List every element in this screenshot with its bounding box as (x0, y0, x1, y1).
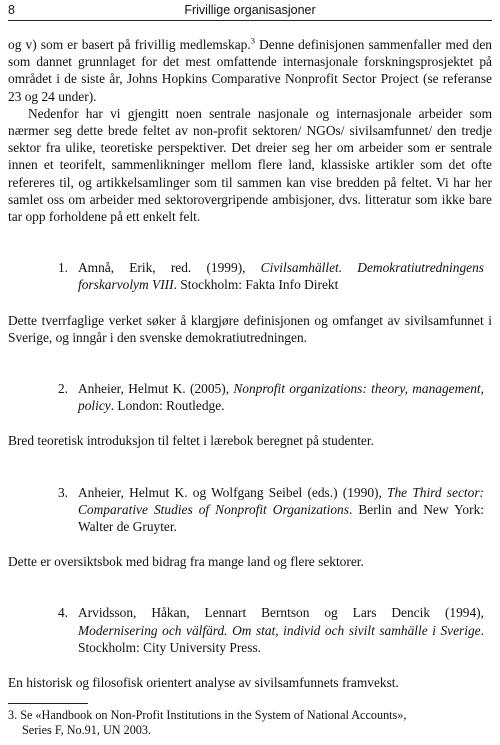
reference-item (8, 604, 492, 656)
reference-publisher: . Berlin and New York: Walter de Gruyter. (78, 501, 484, 535)
reference-item (8, 484, 492, 536)
page-header (8, 2, 492, 21)
running-title: Frivillige organisasjoner (184, 3, 316, 17)
reference-item (8, 259, 492, 293)
reference-authors: Arvidsson, Håkan, Lennart Berntson og Lars Dencik (1994), (78, 605, 484, 621)
footnote-marker[interactable]: 3 (250, 35, 255, 46)
reference-comment: Dette tverrfaglige verket søker å klargjøre definisjonen og omfanget av sivilsamfunnet i Sverige, og inngår i den svenske demokratiutredningen. (8, 312, 492, 345)
reference-comment: Bred teoretisk introduksjon til feltet i lærebok beregnet på studenter. (8, 433, 374, 449)
page-number: 8 (8, 3, 15, 17)
reference-publisher: . Stockholm: Fakta Info Direkt (173, 277, 339, 293)
reference-authors: Anheier, Helmut K. og Wolfgang Seibel (eds.) (1990), (78, 484, 388, 500)
page-body (8, 36, 492, 691)
intro-paragraph-2: Nedenfor har vi gjengitt noen sentrale nasjonale og internasjonale arbeider som nærmer seg dette brede feltet av non-profit sektoren/ NGOs/ sivilsamfunnet/ den tredje sektor fra ulike, teoretiske perspektiver. Det dreier seg her om arbeider som er sentrale innen et teorifelt, sammenlikninger mellom flere land, klassiske artikler som det ofte refereres til, og artikkelsamlinger som til sammen kan vise bredden på feltet. Vi har her samlet oss om arbeider med sektorovergripende ambisjoner, dvs. litteratur som ikke bare tar opp forholdene på ett enkelt felt. (8, 105, 492, 225)
reference-number: 1. (57, 260, 68, 276)
reference-citation (78, 380, 484, 414)
reference-publisher: . London: Routledge. (110, 398, 225, 414)
intro-text-before-footnote: og v) som er basert på frivillig medlemskap. (8, 37, 251, 52)
reference-citation (78, 259, 484, 293)
reference-citation (78, 484, 484, 536)
reference-item (8, 380, 492, 414)
reference-authors: Amnå, Erik, red. (1999), (78, 260, 261, 276)
footnote-line-1: 3. Se «Handbook on Non-Profit Institutions in the System of National Accounts», (8, 708, 407, 722)
footnote-divider (8, 703, 88, 704)
reference-number: 3. (57, 484, 68, 500)
reference-title: Civilsamhället. Demokratiutredningens forskarvolym VIII (78, 260, 484, 293)
reference-number: 4. (57, 605, 68, 621)
reference-citation (78, 604, 484, 656)
reference-authors: Anheier, Helmut K. (2005), (78, 381, 234, 397)
intro-paragraph-1 (8, 36, 492, 105)
reference-comment: Dette er oversiktsbok med bidrag fra mange land og flere sektorer. (8, 554, 364, 570)
reference-title: Modernisering och välfärd. Om stat, individ och sivilt samhälle i Sverige (78, 622, 481, 638)
intro-text-after-footnote: Denne definisjonen sammenfaller med den som dannet grunnlaget for det mest omfattende internasjonale forskningsprosjektet på området i de siste år, Johns Hopkins Comparative Nonprofit Sector Project (se referanse 23 og 24 under). (8, 37, 492, 104)
footnote (8, 708, 492, 738)
reference-title: Nonprofit organizations: theory, management, policy (78, 381, 484, 414)
reference-title: The Third sector: Comparative Studies of Nonprofit Organizations (78, 484, 484, 517)
reference-publisher: . Stockholm: City University Press. (78, 622, 484, 655)
reference-number: 2. (57, 381, 68, 397)
footnote-line-2: Series F, No.91, UN 2003. (22, 723, 152, 737)
reference-comment: En historisk og filosofisk orientert analyse av sivilsamfunnets framvekst. (8, 675, 399, 691)
